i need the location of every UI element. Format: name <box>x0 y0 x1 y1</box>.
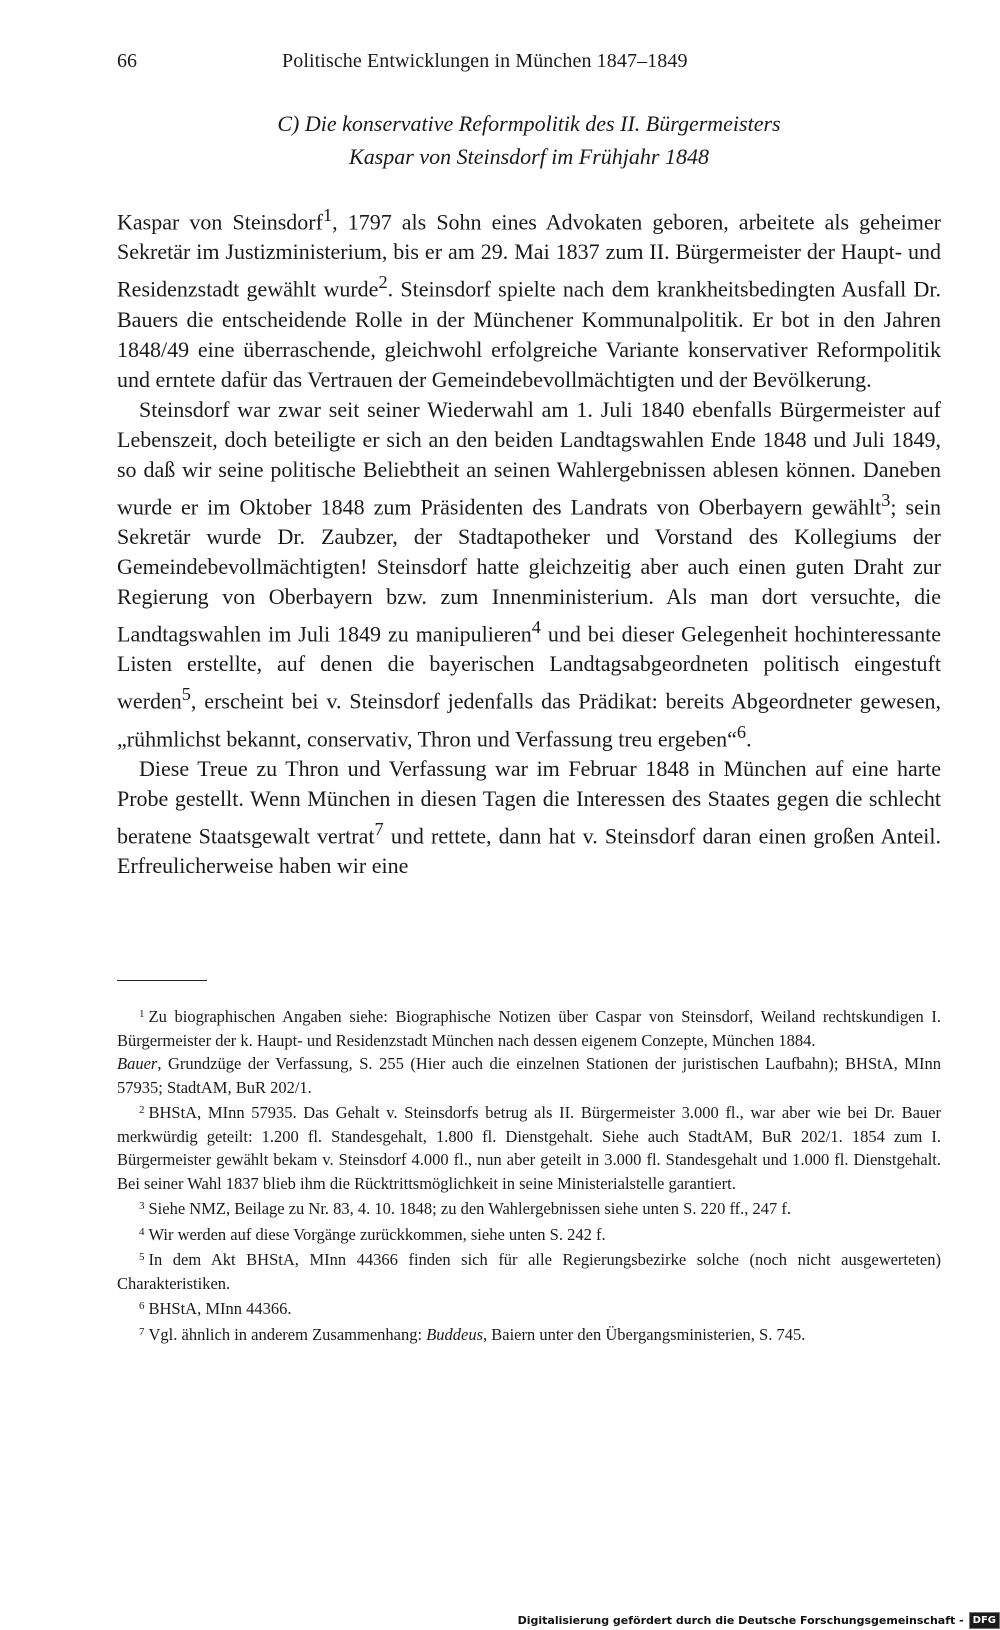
footnote-1-continuation <box>117 1052 941 1099</box>
footnote-text: Zu biographischen Angaben siehe: Biographische Notizen über Caspar von Steinsdorf, Weiland rechtskundigen I. Bürgermeister der k. Haupt- und Residenzstadt München nach dessen eigenem Conzepte, München 1884. <box>117 1007 941 1050</box>
dfg-funding-banner <box>514 1610 1000 1630</box>
page-header <box>117 50 941 82</box>
text-run: und rettete, dann hat v. Steinsdorf daran einen großen Anteil. Erfreulicherweise haben wir eine <box>117 823 941 879</box>
paragraph-3 <box>117 754 941 881</box>
footnotes <box>117 1003 941 1346</box>
footnote-number: 6 <box>139 1300 145 1312</box>
footnote-text: Vgl. ähnlich in anderem Zusammenhang: <box>148 1324 427 1344</box>
footnote-number: 7 <box>139 1325 145 1338</box>
section-heading-line-1: C) Die konservative Reformpolitik des II. Bürgermeisters <box>277 111 781 136</box>
funding-notice: Digitalisierung gefördert durch die Deutsche Forschungsgemeinschaft - <box>517 1613 964 1627</box>
running-title: Politische Entwicklungen in München 1847–1849 <box>282 50 688 72</box>
text-run: Kaspar von Steinsdorf <box>117 209 323 235</box>
text-run: . <box>746 725 752 751</box>
text-run: , 1797 als Sohn eines Advokaten geboren, arbeitete als geheimer Sekretär im Justizministerium, bis er am 29. Mai 1837 zum II. Bürgermeister der Haupt- und Residenzstadt gewählt wurde <box>117 209 941 302</box>
text-run: . Steinsdorf spielte nach dem krankheitsbedingten Ausfall Dr. Bauers die entscheidende Rolle in der Münchener Kommunalpolitik. Er bot in den Jahren 1848/49 eine überraschende, gleichwohl erfolgreiche Variante konservativer Reformpolitik und erntete dafür das Vertrauen der Gemeindebevollmächtigten und der Bevölkerung. <box>117 276 942 392</box>
text-run: , erscheint bei v. Steinsdorf jedenfalls das Prädikat: bereits Abgeordneter gewesen, „rühmlichst bekannt, conservativ, Thron und Verfassung treu ergeben“ <box>117 688 941 751</box>
footnote-ref[interactable]: 5 <box>181 684 191 705</box>
footnote-2 <box>117 1099 941 1195</box>
footnote-text: , Grundzüge der Verfassung, S. 255 (Hier auch die einzelnen Stationen der juristischen Laufbahn); BHStA, MInn 57935; StadtAM, BuR 202/1. <box>117 1054 941 1097</box>
footnote-number: 3 <box>139 1200 145 1212</box>
footnote-author: Bauer <box>117 1054 158 1073</box>
footnote-ref[interactable]: 2 <box>378 272 388 293</box>
section-heading <box>117 107 941 173</box>
footnote-ref[interactable]: 7 <box>374 818 384 839</box>
page-number: 66 <box>117 50 137 72</box>
footnote-5 <box>117 1246 941 1295</box>
footnote-7 <box>117 1321 941 1347</box>
main-text <box>117 200 941 881</box>
footnote-6 <box>117 1295 941 1321</box>
footnote-text: BHStA, MInn 44366. <box>148 1299 292 1318</box>
footnote-text: Siehe NMZ, Beilage zu Nr. 83, 4. 10. 1848; zu den Wahlergebnissen siehe unten S. 220 ff., 247 f. <box>148 1199 792 1218</box>
footnote-number: 4 <box>139 1225 145 1238</box>
footnote-4 <box>117 1221 941 1247</box>
text-run: Diese Treue zu Thron und Verfassung war im Februar 1848 in München auf eine harte Probe gestellt. Wenn München in diesen Tagen die Interessen des Staates gegen die schlecht beratene Staatsgewalt vertrat <box>117 755 941 849</box>
footnote-number: 1 <box>139 1008 145 1020</box>
footnote-number: 2 <box>139 1104 145 1116</box>
footnote-3 <box>117 1195 941 1221</box>
footnote-ref[interactable]: 3 <box>881 489 891 510</box>
footnote-text: Wir werden auf diese Vorgänge zurückkommen, siehe unten S. 242 f. <box>148 1224 606 1244</box>
dfg-logo: DFG <box>969 1612 1000 1629</box>
footnote-1 <box>117 1003 941 1052</box>
footnote-number: 5 <box>139 1251 145 1263</box>
text-run: ; sein Sekretär wurde Dr. Zaubzer, der Stadtapotheker und Vorstand des Kollegiums der Gemeindebevollmächtigten! Steinsdorf hatte gleichzeitig aber auch einen guten Draht zur Regierung von Oberbayern bzw. zum Innenministerium. Als man dort versuchte, die Landtagswahlen im Juli 1849 zu manipulieren <box>117 493 941 647</box>
footnote-author: Buddeus <box>426 1324 484 1344</box>
text-run: Steinsdorf war zwar seit seiner Wiederwahl am 1. Juli 1840 ebenfalls Bürgermeister auf Lebenszeit, doch beteiligte er sich an den beiden Landtagswahlen Ende 1848 und Juli 1849, so daß wir seine politische Beliebtheit an seinen Wahlergebnissen ablesen können. Daneben wurde er im Oktober 1848 zum Präsidenten des Landrats von Oberbayern gewählt <box>117 396 941 519</box>
footnote-text: BHStA, MInn 57935. Das Gehalt v. Steinsdorfs betrug als II. Bürgermeister 3.000 fl., war aber wie bei Dr. Bauer merkwürdig geteilt: 1.200 fl. Standesgehalt, 1.800 fl. Dienstgehalt. Siehe auch StadtAM, BuR 202/1. 1854 zum I. Bürgermeister gewählt bekam v. Steinsdorf 4.000 fl., nun aber geteilt in 3.000 fl. Standesgehalt und 1.000 fl. Dienstgehalt. Bei seiner Wahl 1837 blieb ihm die Rücktrittsmöglichkeit in seine Ministerialstelle garantiert. <box>117 1103 941 1193</box>
footnote-divider <box>117 980 207 981</box>
footnote-text: , Baiern unter den Übergangsministerien, S. 745. <box>483 1324 806 1344</box>
footnote-text: In dem Akt BHStA, MInn 44366 finden sich für alle Regierungsbezirke solche (noch nicht ausgewerteten) Charakteristiken. <box>117 1250 941 1293</box>
footnote-ref[interactable]: 4 <box>531 616 541 637</box>
paragraph-1 <box>117 200 941 395</box>
footnote-ref[interactable]: 6 <box>736 721 747 742</box>
section-heading-line-2: Kaspar von Steinsdorf im Frühjahr 1848 <box>349 144 709 169</box>
paragraph-2 <box>117 395 941 754</box>
footnote-ref[interactable]: 1 <box>322 205 333 225</box>
text-run: und bei dieser Gelegenheit hochinteressante Listen erstellte, auf denen die bayerischen Landtagsabgeordneten politisch eingestuft werden <box>117 621 941 714</box>
